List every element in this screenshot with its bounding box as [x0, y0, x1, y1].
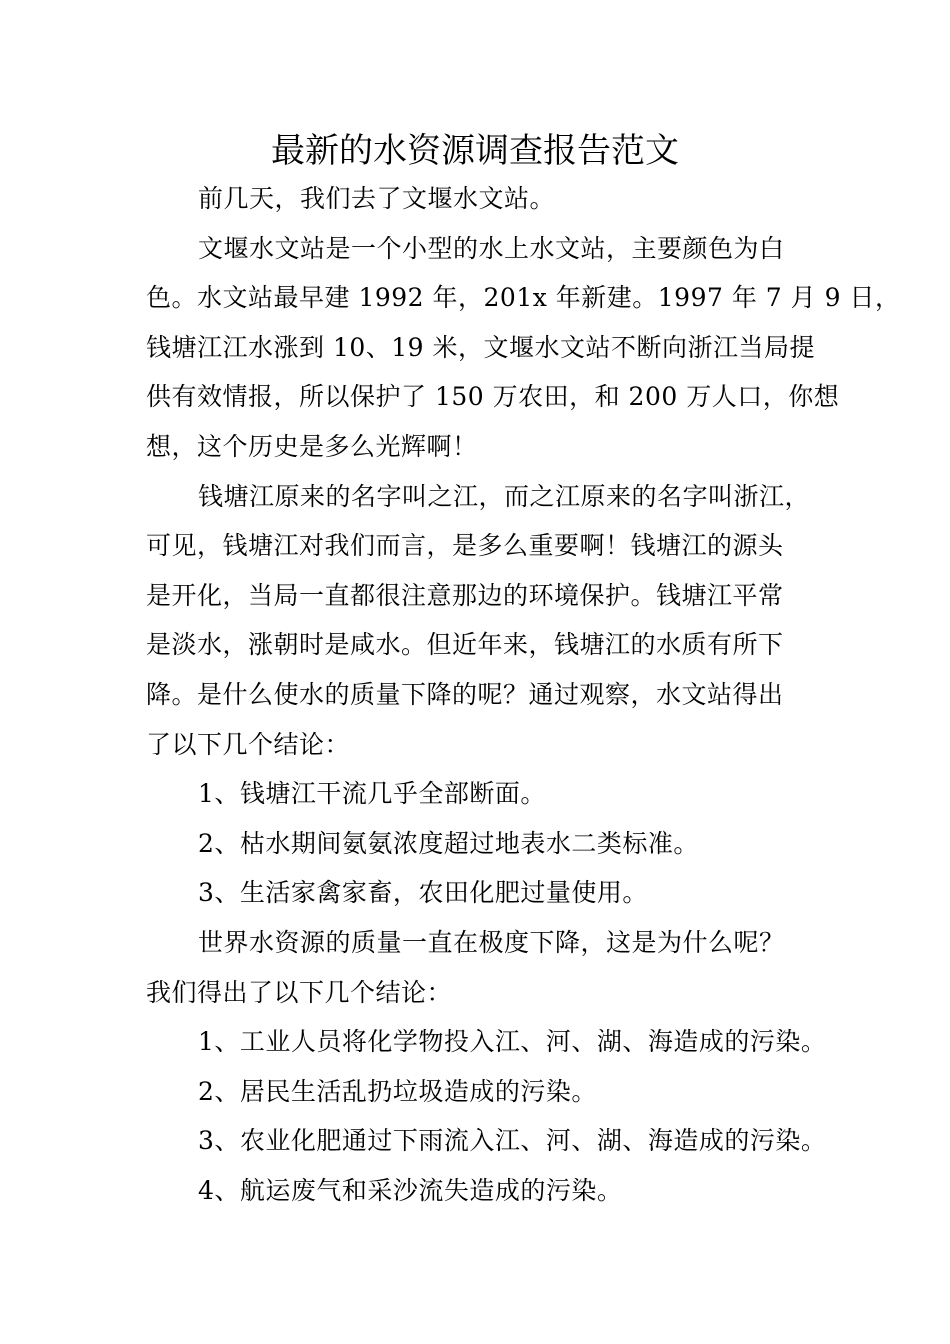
text-line: 想，这个历史是多么光辉啊！ — [146, 431, 478, 461]
list-item-6 — [146, 1116, 827, 1166]
list-item-4 — [146, 1017, 827, 1067]
text-line: 世界水资源的质量一直在极度下降，这是为什么呢？ — [198, 927, 785, 957]
paragraph-3 — [146, 472, 816, 770]
text-line: 了以下几个结论： — [146, 729, 351, 759]
text-line: 钱塘江原来的名字叫之江，而之江原来的名字叫浙江， — [198, 481, 811, 511]
list-item-7 — [146, 1166, 816, 1216]
list-item-2 — [146, 819, 816, 869]
text-line: 1、工业人员将化学物投入江、河、湖、海造成的污染。 — [198, 1027, 827, 1057]
text-line: 是开化，当局一直都很注意那边的环境保护。钱塘江平常 — [146, 580, 784, 610]
text-line: 1、钱塘江干流几乎全部断面。 — [198, 779, 546, 809]
paragraph-1 — [146, 174, 816, 224]
paragraph-4 — [146, 918, 816, 1017]
paragraph-2 — [146, 224, 901, 472]
text-line: 供有效情报，所以保护了 150 万农田，和 200 万人口，你想 — [146, 382, 840, 412]
document-body — [146, 174, 901, 1215]
text-line: 前几天，我们去了文堰水文站。 — [198, 184, 556, 213]
list-item-1 — [146, 769, 816, 819]
text-line: 色。水文站最早建 1992 年，201x 年新建。1997 年 7 月 9 日， — [146, 283, 901, 313]
text-line: 2、居民生活乱扔垃圾造成的污染。 — [198, 1076, 597, 1106]
text-line: 降。是什么使水的质量下降的呢？通过观察，水文站得出 — [146, 679, 784, 709]
text-line: 我们得出了以下几个结论： — [146, 977, 453, 1007]
list-item-5 — [146, 1067, 816, 1117]
text-line: 文堰水文站是一个小型的水上水文站，主要颜色为白 — [198, 233, 785, 263]
text-line: 可见，钱塘江对我们而言，是多么重要啊！钱塘江的源头 — [146, 531, 784, 561]
list-item-3 — [146, 868, 816, 918]
document-title: 最新的水资源调查报告范文 — [271, 131, 679, 171]
text-line: 3、生活家禽家畜，农田化肥过量使用。 — [198, 878, 648, 908]
text-line: 3、农业化肥通过下雨流入江、河、湖、海造成的污染。 — [198, 1126, 827, 1156]
text-line: 是淡水，涨朝时是咸水。但近年来，钱塘江的水质有所下 — [146, 630, 784, 660]
text-line: 2、枯水期间氨氨浓度超过地表水二类标准。 — [198, 828, 699, 858]
text-line: 4、航运废气和采沙流失造成的污染。 — [198, 1175, 623, 1205]
text-line: 钱塘江江水涨到 10、19 米，文堰水文站不断向浙江当局提 — [146, 332, 816, 362]
